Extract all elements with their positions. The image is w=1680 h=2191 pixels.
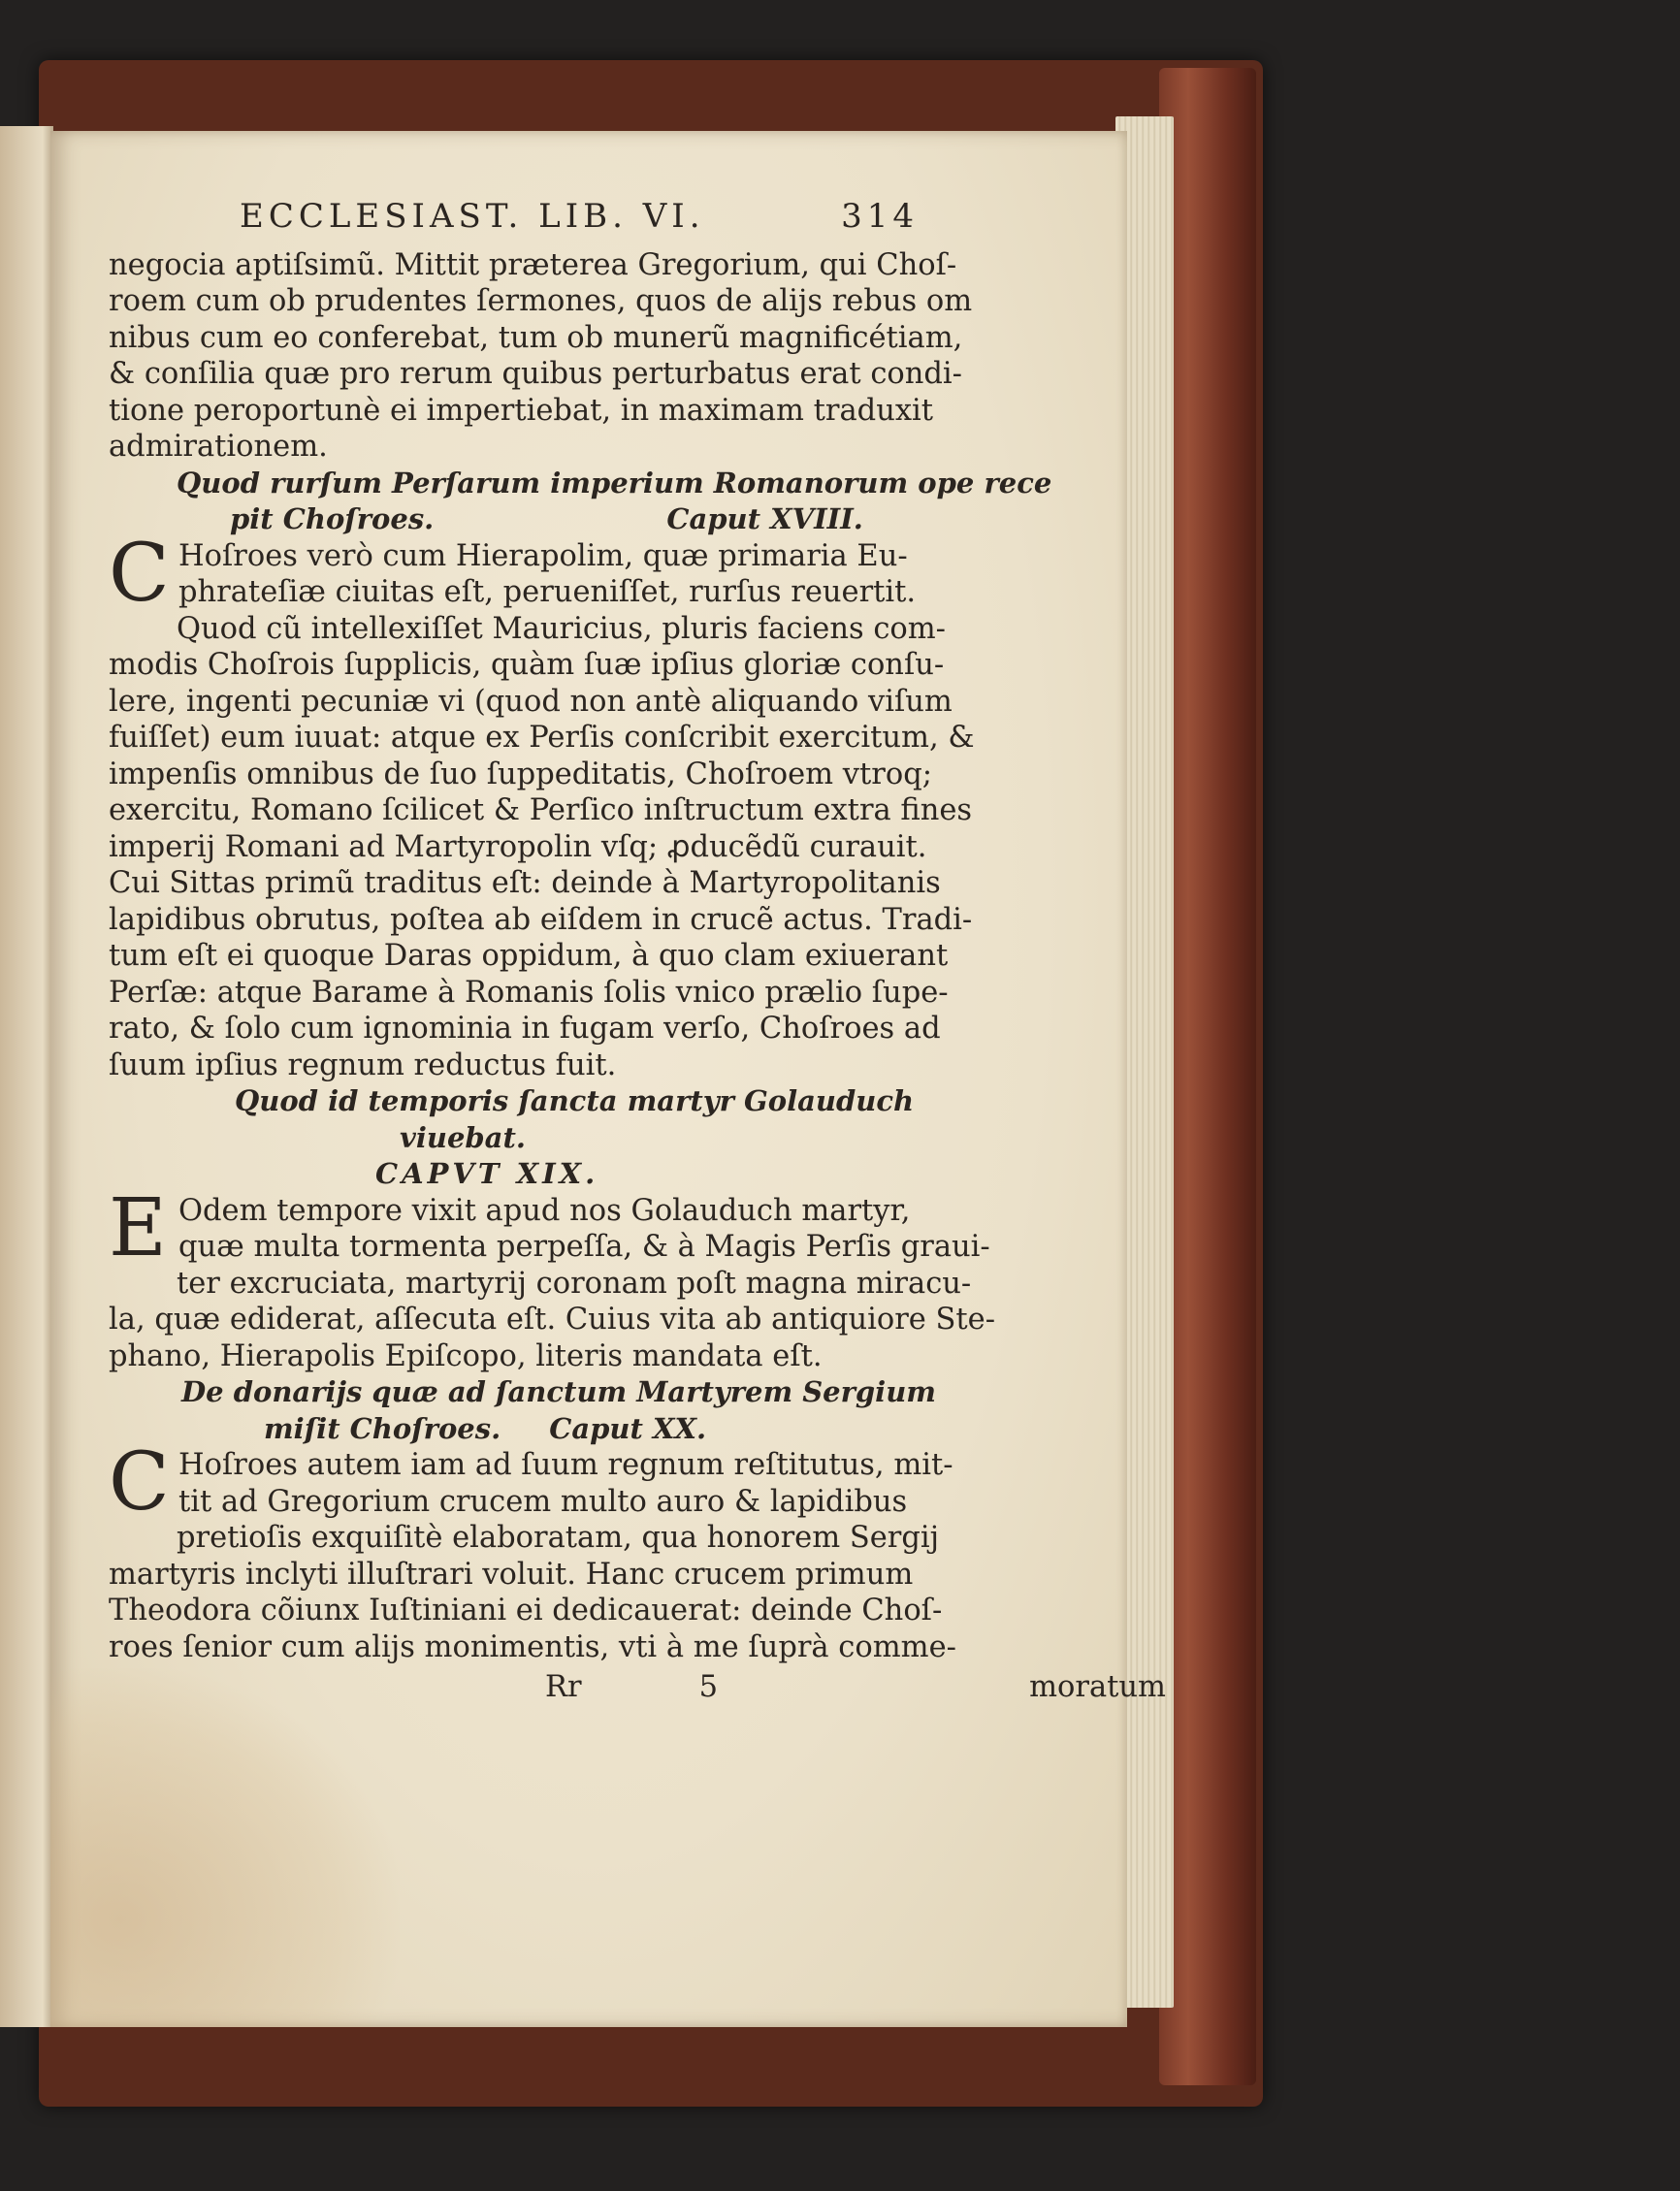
text-line: ter excruciata, martyrij coronam poſt magna miracu- <box>177 1266 972 1301</box>
text-line: modis Choſrois ſupplicis, quàm ſuæ ipſius gloriæ conſu- <box>109 648 945 682</box>
text-line: ſuum ipſius regnum reductus fuit. <box>109 1047 617 1082</box>
text-line: rato, & ſolo cum ignominia in fugam verſo, Choſroes ad <box>109 1012 941 1046</box>
facing-page-edge <box>0 126 53 2027</box>
text-line: la, quæ ediderat, aſſecuta eſt. Cuius vita ab antiquiore Ste- <box>109 1303 996 1337</box>
chapter-heading-cont: miſit Choſroes. Caput XX. <box>264 1411 707 1445</box>
paragraph <box>109 527 923 620</box>
text-line: nibus cum eo conferebat, tum ob munerũ magnificétiam, <box>109 320 963 355</box>
chapter-heading: De donarijs quæ ad ſanctum Martyrem Sergium <box>181 1375 936 1408</box>
chapter-number: Caput XX. <box>549 1411 707 1445</box>
water-stain <box>50 1668 400 2027</box>
paragraph <box>109 1181 990 1274</box>
chapter-heading-cont: pit Choſroes. Caput XVIII. <box>230 502 863 535</box>
text-line: phrateſiæ ciuitas eſt, perueniſſet, rurſus reuertit. <box>178 575 917 609</box>
text-line: Cui Sittas primũ traditus eſt: deinde à Martyropolitanis <box>109 866 941 900</box>
text-line: tit ad Gregorium crucem multo auro & lapidibus <box>178 1484 908 1519</box>
text-line: Hoſroes verò cum Hierapolim, quæ primaria Eu- <box>178 538 908 573</box>
text-line: lapidibus obrutus, poſtea ab eiſdem in crucẽ actus. Tradi- <box>109 902 973 937</box>
page-footer <box>545 1669 1166 1706</box>
page-text <box>109 197 1166 1706</box>
text-line: quæ multa tormenta perpeſſa, & à Magis Perſis graui- <box>178 1230 990 1264</box>
signature-number: 5 <box>698 1670 719 1704</box>
drop-cap: C <box>109 527 170 620</box>
chapter-number: Caput XVIII. <box>666 502 863 535</box>
text-line: admirationem. <box>109 430 328 464</box>
text-line: Theodora cõiunx Iuſtiniani ei dedicauerat: deinde Choſ- <box>109 1594 943 1627</box>
paragraph <box>109 1436 953 1529</box>
text-line: lere, ingenti pecuniæ vi (quod non antè aliquando viſum <box>109 684 953 719</box>
text-line: fuiſſet) eum iuuat: atque ex Perſis conſcribit exercitum, & <box>109 721 975 755</box>
drop-cap: E <box>109 1181 167 1274</box>
catchword: moratum <box>1029 1670 1166 1704</box>
text-line: Hoſroes autem iam ad ſuum regnum reſtitutus, mit- <box>178 1448 953 1482</box>
chapter-heading: Quod id temporis ſancta martyr Golauduch <box>235 1084 915 1117</box>
chapter-number: CAPVT XIX. <box>375 1157 599 1190</box>
text-line: & conſilia quæ pro rerum quibus perturbatus erat condi- <box>109 357 962 391</box>
text-line: roes ſenior cum alijs monimentis, vti à me ſuprà comme- <box>109 1629 956 1664</box>
book-cover-edge <box>1159 68 1256 2085</box>
text-line: martyris inclyti illuſtrari voluit. Hanc crucem primum <box>109 1557 914 1592</box>
text-line: roem cum ob prudentes ſermones, quos de alijs rebus om <box>109 284 973 318</box>
chapter-heading-cont: viuebat. <box>400 1120 526 1154</box>
drop-cap: C <box>109 1436 170 1529</box>
running-header <box>240 199 919 236</box>
text-line: Perſæ: atque Barame à Romanis ſolis vnico prælio ſupe- <box>109 975 949 1010</box>
text-line: imperij Romani ad Martyropolin vſq; ꝓducẽdũ curauit. <box>109 829 927 864</box>
text-line: Quod cũ intellexiſſet Mauricius, pluris faciens com- <box>177 611 946 646</box>
text-line: tione peroportunè ei impertiebat, in maximam traduxit <box>109 393 934 428</box>
running-title: ECCLESIAST. LIB. VI. <box>240 197 705 236</box>
text-line: pretioſis exquiſitè elaboratam, qua honorem Sergij <box>177 1521 940 1555</box>
page-number: 314 <box>841 197 919 236</box>
text-line: phano, Hierapolis Epiſcopo, literis mandata eſt. <box>109 1338 823 1373</box>
chapter-heading: Quod rurſum Perſarum imperium Romanorum ope rece <box>177 466 1052 499</box>
text-line: exercitu, Romano ſcilicet & Perſico inſtructum extra fines <box>109 793 973 827</box>
text-line: impenſis omnibus de ſuo ſuppeditatis, Choſroem vtroq; <box>109 757 933 791</box>
text-line: negocia aptiſsimũ. Mittit præterea Gregorium, qui Choſ- <box>109 247 957 282</box>
text-line: tum eſt ei quoque Daras oppidum, à quo clam exiuerant <box>109 939 949 973</box>
text-line: Odem tempore vixit apud nos Golauduch martyr, <box>178 1193 911 1228</box>
signature-mark: Rr <box>545 1670 582 1704</box>
